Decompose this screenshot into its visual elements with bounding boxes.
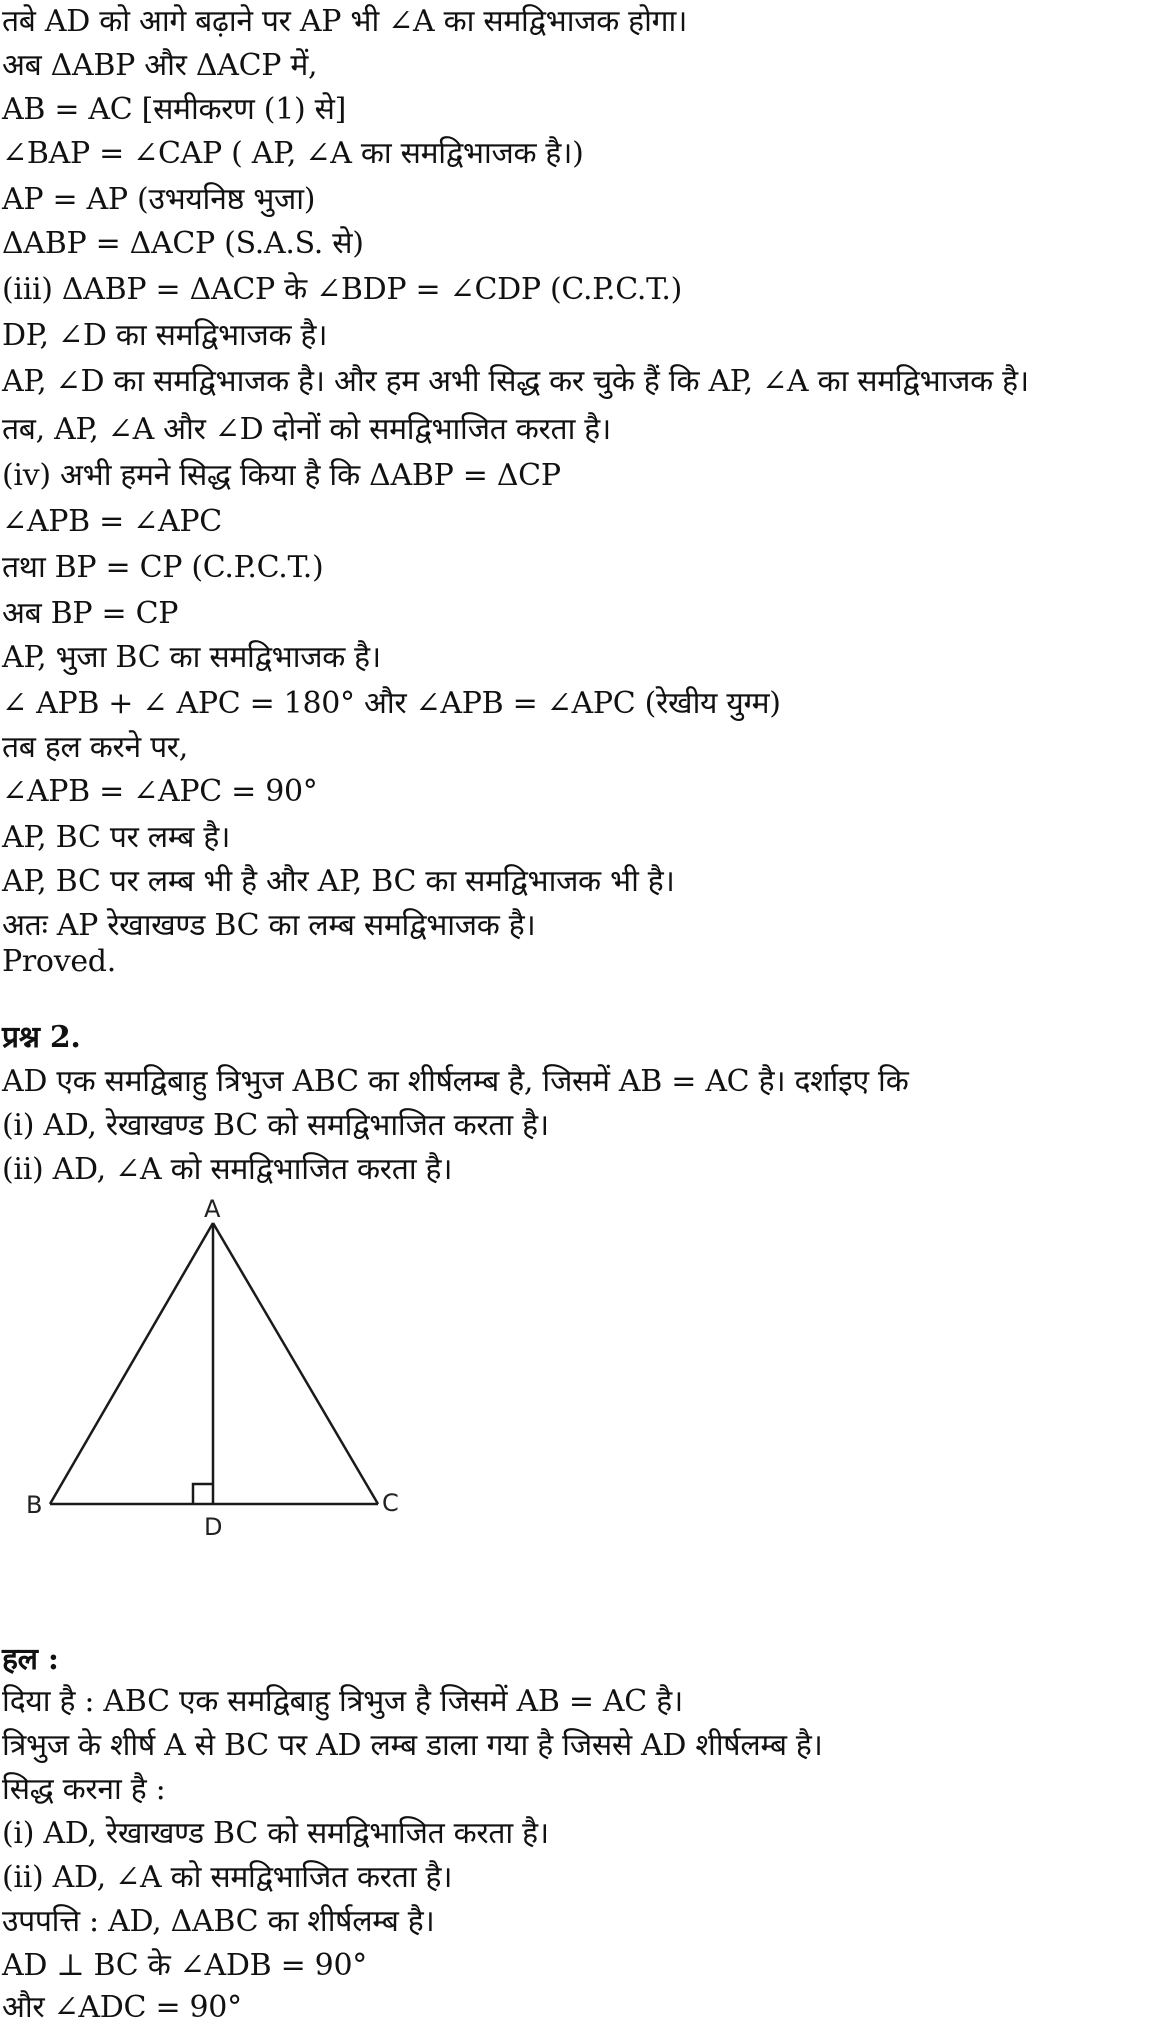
vertex-label-c: C xyxy=(382,1489,399,1517)
vertex-label-d: D xyxy=(204,1513,223,1541)
proof-line: AP, भुजा BC का समद्विभाजक है। xyxy=(2,640,381,675)
proof-line: ∠APB = ∠APC xyxy=(2,504,222,539)
question-line: (ii) AD, ∠A को समद्विभाजित करता है। xyxy=(2,1152,453,1187)
proof-line: तबे AD को आगे बढ़ाने पर AP भी ∠A का समद्विभाजक होगा। xyxy=(2,4,688,39)
solution-line: त्रिभुज के शीर्ष A से BC पर AD लम्ब डाला गया है जिससे AD शीर्षलम्ब है। xyxy=(2,1728,823,1763)
proof-line: AP, BC पर लम्ब है। xyxy=(2,820,231,855)
proof-line: ∠APB = ∠APC = 90° xyxy=(2,774,318,809)
proof-line: ∠BAP = ∠CAP ( AP, ∠A का समद्विभाजक है।) xyxy=(2,136,584,171)
side-ab xyxy=(50,1223,213,1504)
solution-heading: हल : xyxy=(2,1642,59,1677)
proof-line: (iv) अभी हमने सिद्ध किया है कि ΔABP = ΔCP xyxy=(2,458,561,493)
solution-line: AD ⊥ BC के ∠ADB = 90° xyxy=(2,1948,367,1983)
proof-line: (iii) ΔABP = ΔACP के ∠BDP = ∠CDP (C.P.C.T.) xyxy=(2,272,683,307)
proof-line: अतः AP रेखाखण्ड BC का लम्ब समद्विभाजक है। xyxy=(2,908,536,943)
solution-line: (ii) AD, ∠A को समद्विभाजित करता है। xyxy=(2,1860,453,1895)
proof-line: AP, BC पर लम्ब भी है और AP, BC का समद्विभाजक भी है। xyxy=(2,864,675,899)
proof-line: अब ΔABP और ΔACP में, xyxy=(2,48,318,83)
solution-line: उपपत्ति : AD, ΔABC का शीर्षलम्ब है। xyxy=(2,1904,435,1939)
proof-line: ∠ APB + ∠ APC = 180° और ∠APB = ∠APC (रेखीय युग्म) xyxy=(2,686,781,721)
proof-line: अब BP = CP xyxy=(2,596,179,631)
question-heading: प्रश्न 2. xyxy=(2,1020,81,1055)
proof-line: AP = AP (उभयनिष्ठ भुजा) xyxy=(2,182,316,217)
triangle-diagram xyxy=(0,1195,430,1555)
solution-line: (i) AD, रेखाखण्ड BC को समद्विभाजित करता है। xyxy=(2,1816,549,1851)
solution-line: और ∠ADC = 90° xyxy=(2,1990,242,2025)
solution-line: दिया है : ABC एक समद्विबाहु त्रिभुज है जिसमें AB = AC है। xyxy=(2,1684,683,1719)
proof-line: तथा BP = CP (C.P.C.T.) xyxy=(2,550,324,585)
question-line: (i) AD, रेखाखण्ड BC को समद्विभाजित करता है। xyxy=(2,1108,549,1143)
triangle-figure xyxy=(0,1195,430,1555)
proof-line: ΔABP = ΔACP (S.A.S. से) xyxy=(2,226,364,261)
right-angle-mark xyxy=(193,1484,213,1504)
side-ac xyxy=(213,1223,378,1504)
vertex-label-a: A xyxy=(204,1195,221,1223)
proof-line: AB = AC [समीकरण (1) से] xyxy=(2,92,347,127)
proof-proved: Proved. xyxy=(2,944,116,979)
proof-line: तब हल करने पर, xyxy=(2,730,189,765)
vertex-label-b: B xyxy=(26,1491,43,1519)
proof-line: DP, ∠D का समद्विभाजक है। xyxy=(2,318,328,353)
question-line: AD एक समद्विबाहु त्रिभुज ABC का शीर्षलम्ब है, जिसमें AB = AC है। दर्शाइए कि xyxy=(2,1064,909,1099)
solution-line: सिद्ध करना है : xyxy=(2,1772,166,1807)
proof-line: AP, ∠D का समद्विभाजक है। और हम अभी सिद्ध कर चुके हैं कि AP, ∠A का समद्विभाजक है। xyxy=(2,364,1029,399)
triangle-shape xyxy=(50,1223,378,1504)
proof-line: तब, AP, ∠A और ∠D दोनों को समद्विभाजित करता है। xyxy=(2,412,611,447)
